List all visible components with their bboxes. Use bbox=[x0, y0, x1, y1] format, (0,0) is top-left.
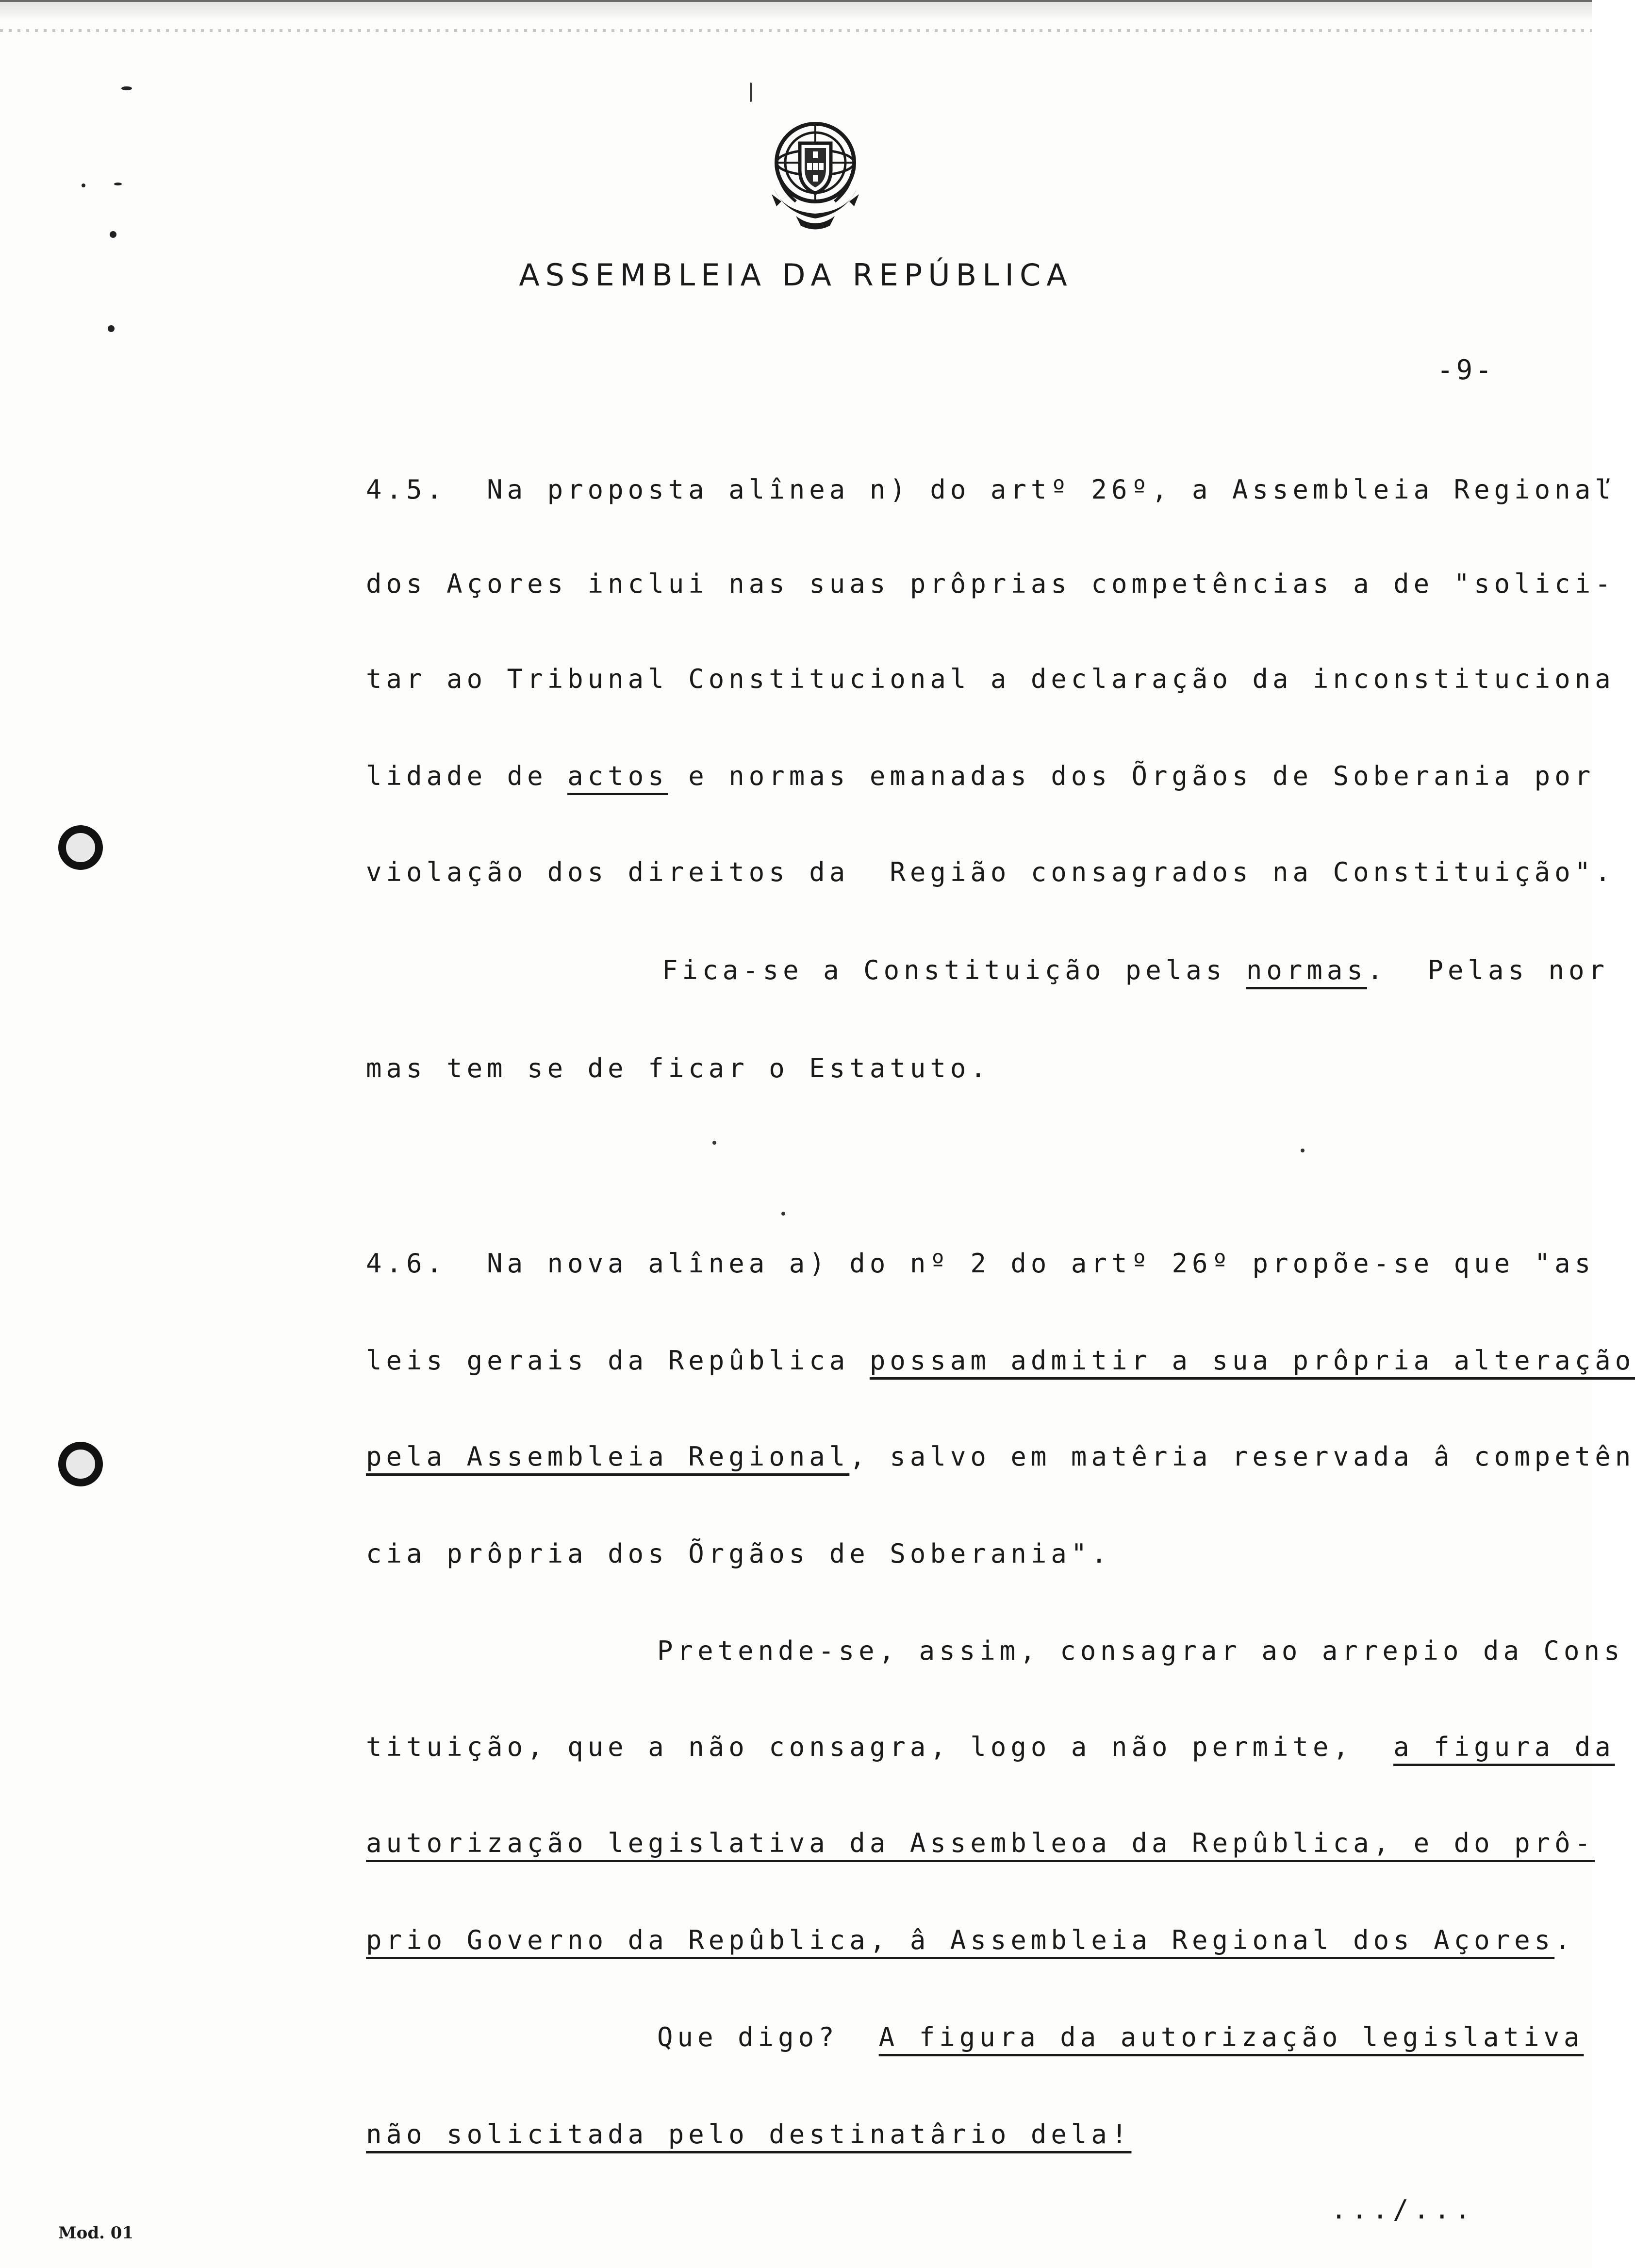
text-line bbox=[285, 833, 1615, 912]
form-code: Mod. 01 bbox=[58, 2223, 134, 2243]
text-line bbox=[285, 1321, 1635, 1400]
text-segment: leis gerais da Repûblica bbox=[366, 1345, 870, 1376]
text-segment: Que digo? bbox=[657, 2022, 879, 2052]
scan-speck bbox=[1301, 1149, 1305, 1152]
continuation-marker: .../... bbox=[1331, 2194, 1475, 2225]
text-segment: Pretende-se, assim, consagrar ao arrepio da Cons bbox=[657, 1635, 1624, 1666]
text-line bbox=[285, 1804, 1595, 1883]
text-segment: 4.5. Na proposta alînea n) do artº 26º, a Assembleia Regionaľ bbox=[366, 474, 1615, 505]
underlined-text: prio Governo da Repûblica, â Assembleia Regional dos Açores bbox=[366, 1925, 1555, 1955]
punch-hole bbox=[58, 1442, 103, 1486]
text-segment: tituição, que a não consagra, logo a não permite, bbox=[366, 1732, 1394, 1762]
margin-mark bbox=[114, 183, 122, 185]
portuguese-coat-of-arms-icon bbox=[762, 117, 869, 233]
text-line bbox=[285, 737, 1595, 816]
text-line bbox=[285, 1708, 1615, 1786]
institution-title: ASSEMBLEIA DA REPÚBLICA bbox=[519, 257, 1073, 293]
underlined-text: não solicitada pelo destinatârio dela! bbox=[366, 2119, 1132, 2150]
scan-speck bbox=[750, 83, 752, 102]
scan-speck bbox=[781, 1212, 785, 1216]
text-line bbox=[577, 1998, 1584, 2077]
text-line bbox=[577, 1612, 1624, 1690]
underlined-text: a figura da bbox=[1393, 1732, 1615, 1762]
text-line bbox=[285, 640, 1615, 718]
underlined-text: autorização legislativa da Assembleoa da Repûblica, e do prô- bbox=[366, 1828, 1595, 1858]
underlined-text: pela Assembleia Regional bbox=[366, 1441, 850, 1472]
text-line bbox=[285, 1418, 1635, 1496]
punch-hole bbox=[58, 825, 103, 870]
scan-speck bbox=[712, 1141, 716, 1145]
text-segment: Fica-se a Constituição pelas bbox=[662, 955, 1246, 985]
underlined-text: possam admitir a sua prôpria alteração bbox=[869, 1345, 1635, 1376]
text-segment: e normas emanadas dos Õrgãos de Soberania por bbox=[668, 761, 1595, 791]
text-segment: mas tem se de ficar o Estatuto. bbox=[366, 1053, 991, 1084]
scan-top-edge bbox=[0, 0, 1592, 21]
text-line bbox=[285, 2095, 1131, 2174]
underlined-text: actos bbox=[567, 761, 668, 791]
text-line bbox=[285, 450, 1615, 529]
text-segment: violação dos direitos da Região consagrados na Constituição". bbox=[366, 857, 1615, 887]
margin-mark bbox=[82, 183, 85, 187]
scan-edge-noise bbox=[0, 29, 1592, 32]
text-segment: , salvo em matêria reservada â competên bbox=[849, 1441, 1635, 1472]
underlined-text: normas bbox=[1246, 955, 1367, 985]
text-line bbox=[285, 545, 1615, 623]
page-number: -9- bbox=[1437, 354, 1495, 386]
text-line bbox=[285, 1224, 1595, 1303]
margin-mark bbox=[108, 325, 115, 332]
text-line bbox=[285, 1029, 991, 1108]
margin-mark bbox=[121, 86, 132, 90]
underlined-text: A figura da autorização legislativa bbox=[878, 2022, 1584, 2052]
text-segment: lidade de bbox=[366, 761, 568, 791]
text-segment: tar ao Tribunal Constitucional a declaração da inconstituciona bbox=[366, 664, 1615, 694]
margin-mark bbox=[110, 231, 116, 238]
text-line: prio Governo da Repûblica, â Assembleia Regional dos Açores. bbox=[366, 1925, 1575, 1955]
text-segment: dos Açores inclui nas suas prôprias competências a de "solici- bbox=[366, 568, 1615, 599]
text-line bbox=[285, 1515, 1111, 1593]
text-segment: cia prôpria dos Õrgãos de Soberania". bbox=[366, 1538, 1111, 1569]
text-segment: 4.6. Na nova alînea a) do nº 2 do artº 26º propõe-se que "as bbox=[366, 1248, 1595, 1279]
text-segment: . Pelas nor bbox=[1367, 955, 1609, 985]
text-line bbox=[581, 931, 1609, 1010]
